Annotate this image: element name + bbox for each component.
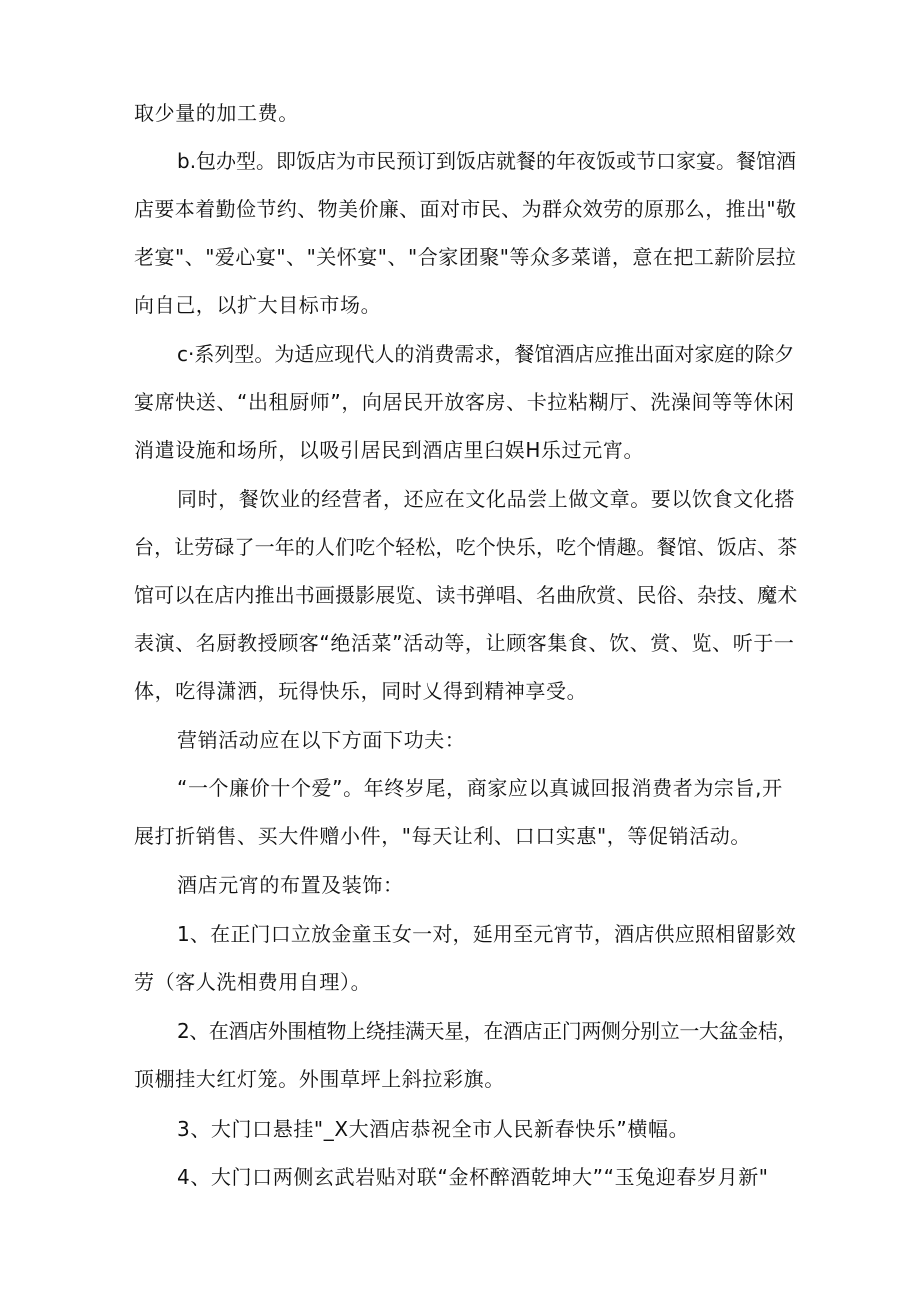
- text-line: 宴席快送、“出租厨师”，向居民开放客房、卡拉粘糊厅、洗澡间等等休闲: [134, 390, 795, 414]
- paragraph-1: [134, 137, 796, 329]
- text-line: b.包办型。即饭店为市民预订到饭店就餐的年夜饭或节口家宴。餐馆酒: [177, 149, 797, 173]
- text-line: 老宴"、"爱心宴"、"关怀宴"、"合家团聚"等众多菜谱，意在把工薪阶层拉: [134, 245, 797, 269]
- text-line: 取少量的加工费。: [134, 101, 299, 125]
- text-line: 馆可以在店内推出书画摄影展览、读书弹唱、名曲欣赏、民俗、杂技、魔术: [134, 583, 798, 607]
- text-line: 消遣设施和场所，以吸引居民到酒店里臼娱H乐过元宵。: [134, 438, 645, 462]
- text-line: 1、在正门口立放金童玉女一对，延用至元宵节，酒店供应照相留影效: [177, 922, 796, 946]
- text-line: c·系列型。为适应现代人的消费需求，餐馆酒店应推出面对家庭的除夕: [177, 342, 795, 366]
- text-line: 3、大门口悬挂"_X大酒店恭祝全市人民新春快乐”横幅。: [177, 1117, 690, 1141]
- paragraph-7: [134, 910, 796, 1006]
- text-line: “一个廉价十个爱”。年终岁尾，商家应以真诚回报消费者为宗旨,开: [177, 776, 783, 800]
- paragraph-5: [134, 764, 796, 860]
- text-line: 同时，餐饮业的经营者，还应在文化品尝上做文章。要以饮食文化搭: [177, 487, 795, 511]
- paragraph-4: [134, 716, 796, 764]
- text-line: 4、大门口两侧玄武岩贴对联“金杯醉酒乾坤大”“玉兔迎春岁月新": [177, 1165, 769, 1189]
- paragraph-0: [134, 89, 796, 137]
- paragraph-9: [134, 1105, 796, 1153]
- text-line: 展打折销售、买大件赠小件，"每天让利、口口实惠"，等促销活动。: [134, 824, 751, 848]
- text-line: 2、在酒店外围植物上绕挂满天星，在酒店正门两侧分别立一大盆金桔，: [177, 1019, 797, 1043]
- text-line: 劳（客人洗相费用自理）。: [134, 970, 372, 994]
- paragraph-3: [134, 475, 796, 715]
- text-line: 台，让劳碌了一年的人们吃个轻松，吃个快乐，吃个情趣。餐馆、饭店、茶: [134, 535, 798, 559]
- text-line: 向自己，以扩大目标市场。: [134, 293, 382, 317]
- text-line: 表演、名厨教授顾客“绝活菜”活动等，让顾客集食、饮、赏、览、听于一: [134, 631, 795, 655]
- paragraph-10: [134, 1153, 796, 1201]
- paragraph-2: [134, 330, 796, 474]
- paragraph-6: [134, 861, 796, 909]
- text-line: 店要本着勤俭节约、物美价廉、面对市民、为群众效劳的原那么，推出"敬: [134, 197, 797, 221]
- paragraph-8: [134, 1007, 796, 1103]
- text-line: 顶棚挂大红灯笼。外围草坪上斜拉彩旗。: [134, 1067, 505, 1091]
- text-line: 营销活动应在以下方面下功夫：: [177, 728, 466, 752]
- text-line: 酒店元宵的布置及装饰：: [177, 873, 404, 897]
- text-line: 体，吃得潇洒，玩得快乐，同时乂得到精神享受。: [134, 679, 588, 703]
